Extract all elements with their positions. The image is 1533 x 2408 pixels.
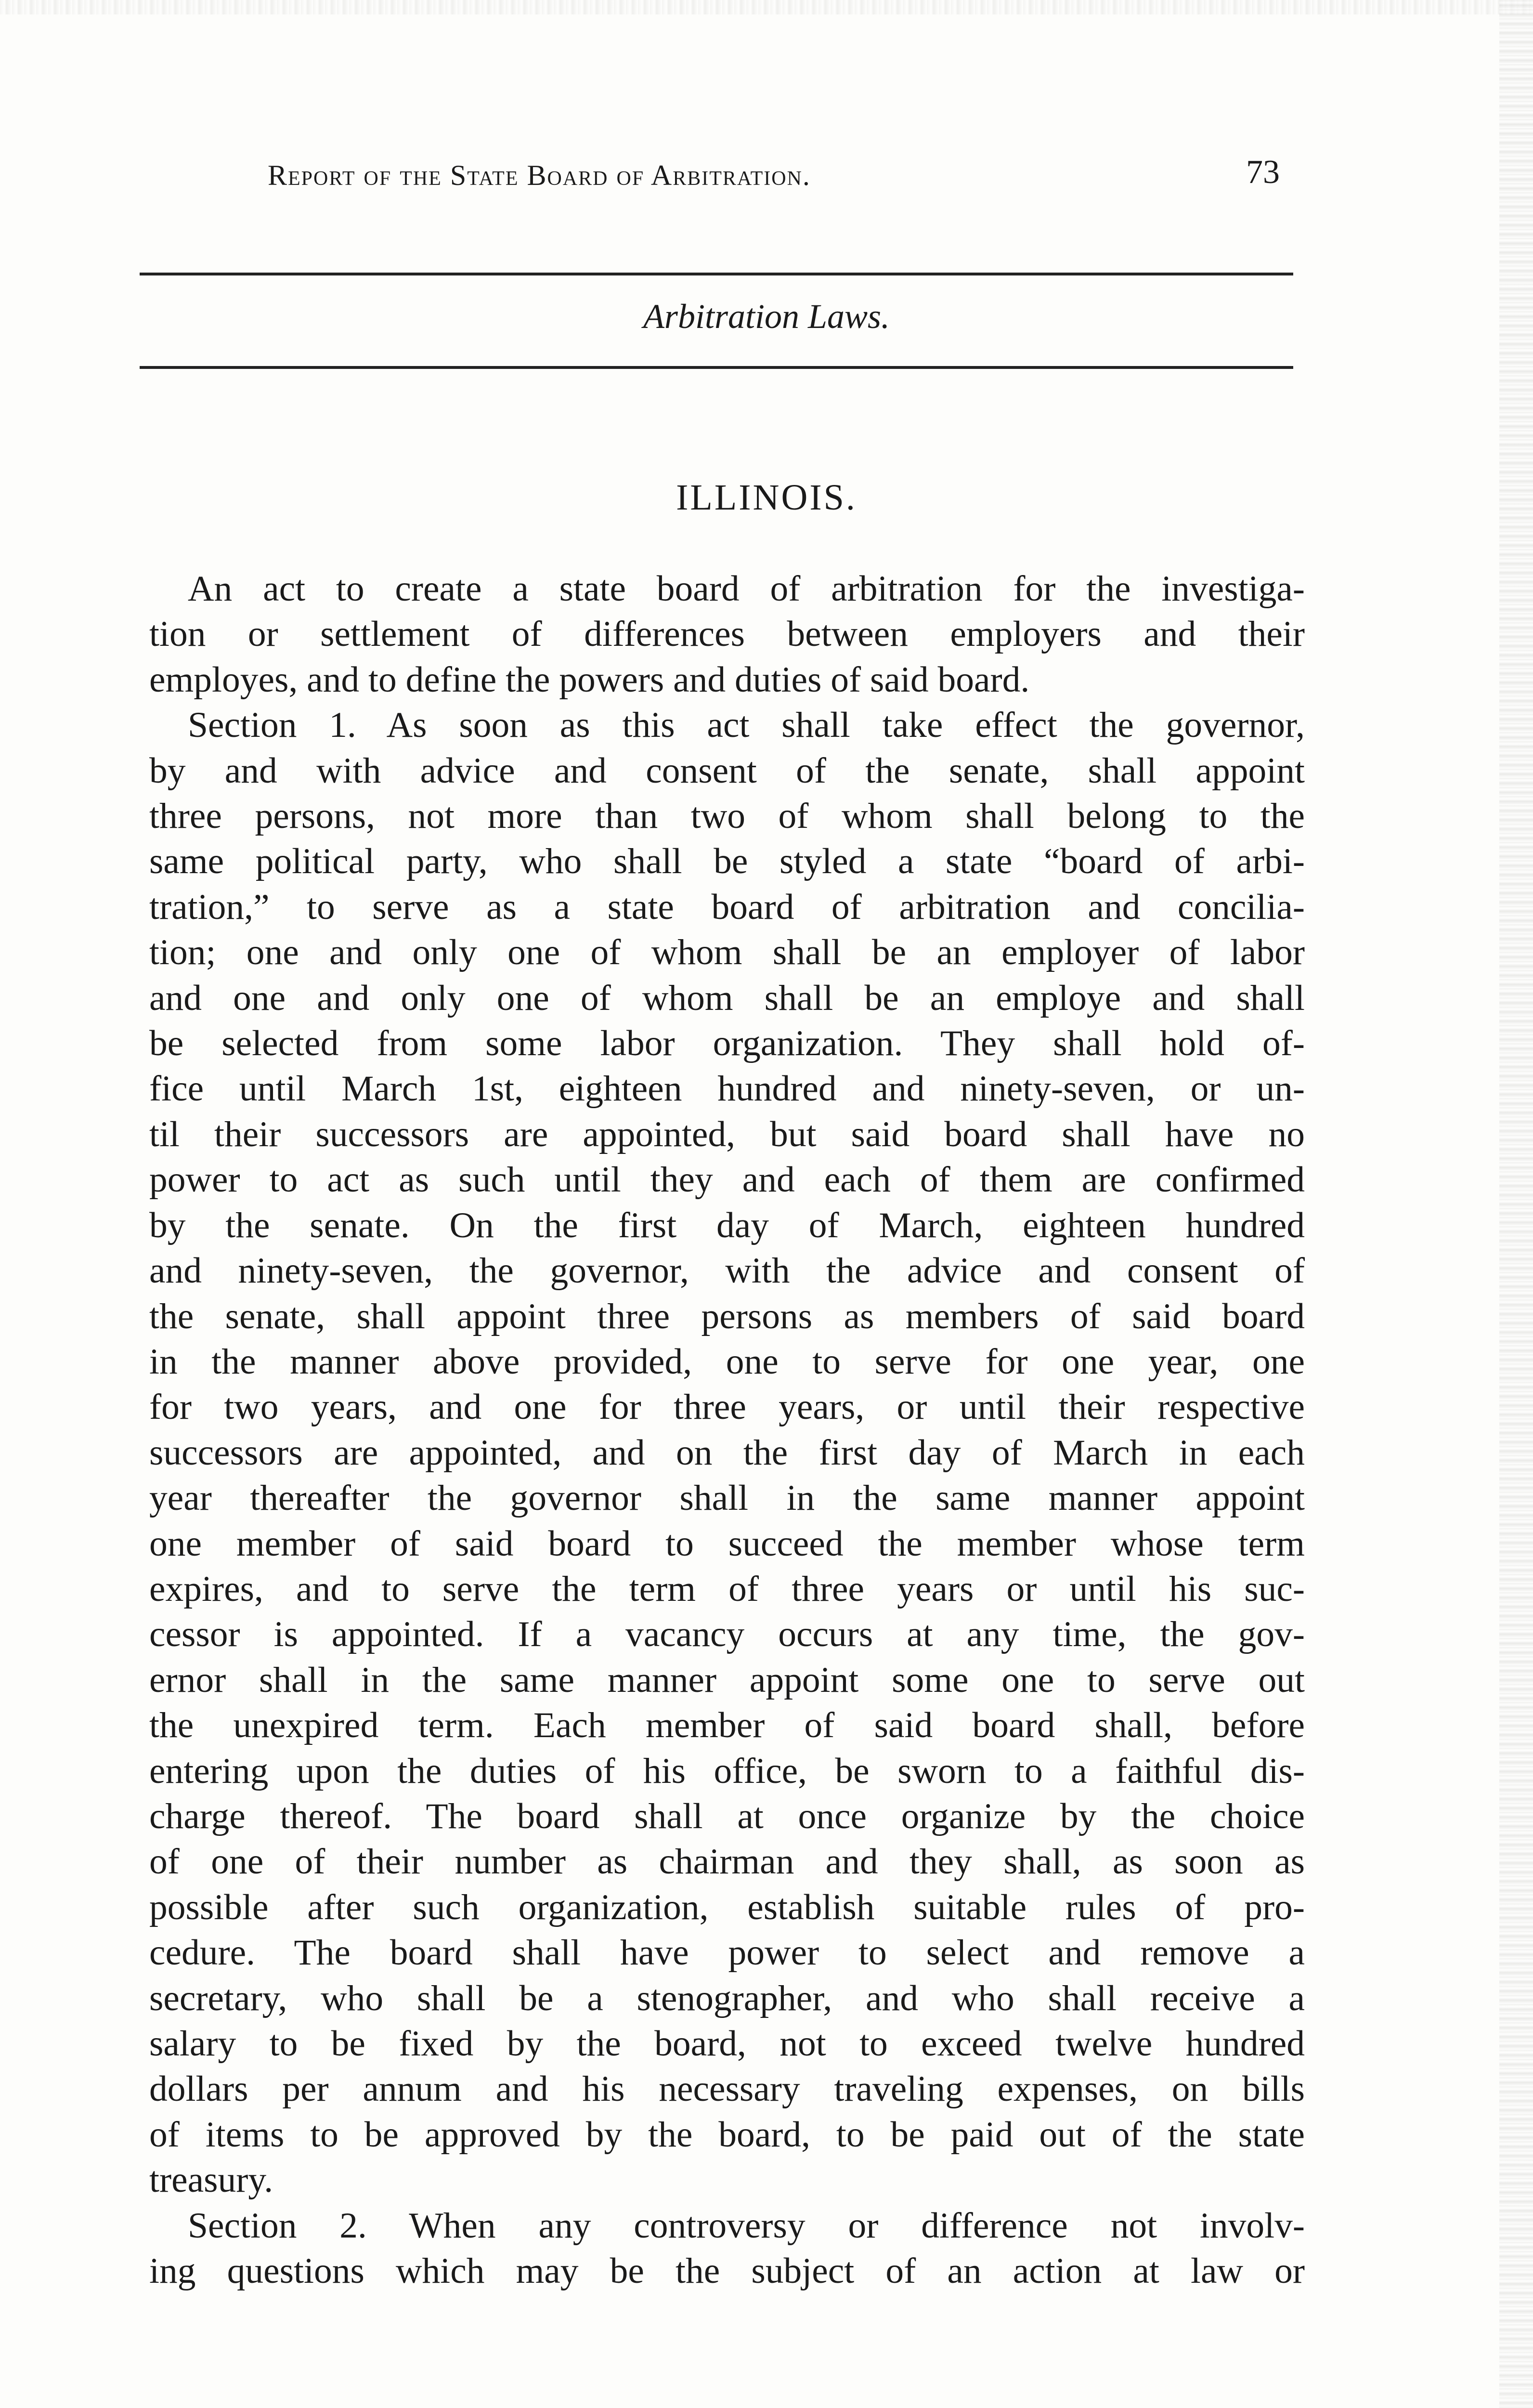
text-line: treasury. xyxy=(149,2160,273,2200)
text-line: the senate, shall appoint three persons as members of said board xyxy=(149,1296,1305,1336)
text-line: of one of their number as chairman and they shall, as soon as xyxy=(149,1842,1305,1882)
text-line: dollars per annum and his necessary traveling expenses, on bills xyxy=(149,2069,1305,2109)
text-line: and ninety-seven, the governor, with the advice and consent of xyxy=(149,1251,1305,1291)
text-line: by the senate. On the first day of March, eighteen hundred xyxy=(149,1205,1305,1245)
text-line: ernor shall in the same manner appoint some one to serve out xyxy=(149,1660,1305,1700)
text-line: one member of said board to succeed the member whose term xyxy=(149,1523,1305,1564)
text-line: by and with advice and consent of the senate, shall appoint xyxy=(149,750,1305,791)
state-title: ILLINOIS. xyxy=(676,477,857,518)
running-title: Report of the State Board of Arbitration. xyxy=(268,159,811,191)
text-line: fice until March 1st, eighteen hundred and ninety-seven, or un- xyxy=(149,1069,1305,1109)
text-line: An act to create a state board of arbitration for the investiga- xyxy=(188,569,1305,609)
text-line: tion; one and only one of whom shall be an employer of labor xyxy=(149,932,1305,973)
text-line: entering upon the duties of his office, be sworn to a faithful dis- xyxy=(149,1751,1305,1791)
text-line: three persons, not more than two of whom shall belong to the xyxy=(149,796,1305,837)
text-line: tration,” to serve as a state board of arbitration and concilia- xyxy=(149,887,1305,927)
text-line: til their successors are appointed, but said board shall have no xyxy=(149,1114,1305,1154)
text-line: and one and only one of whom shall be an employe and shall xyxy=(149,978,1305,1018)
text-line: same political party, who shall be styled a state “board of arbi- xyxy=(149,841,1305,882)
text-line: for two years, and one for three years, or until their respective xyxy=(149,1387,1305,1427)
text-line: secretary, who shall be a stenographer, and who shall receive a xyxy=(149,1978,1305,2018)
text-line: in the manner above provided, one to serve for one year, one xyxy=(149,1341,1305,1382)
text-line: successors are appointed, and on the first day of March in each xyxy=(149,1432,1305,1473)
text-line: salary to be fixed by the board, not to exceed twelve hundred xyxy=(149,2024,1305,2064)
text-line: charge thereof. The board shall at once organize by the choice xyxy=(149,1796,1305,1836)
scan-right-edge xyxy=(1499,0,1533,2408)
text-line: Section 1. As soon as this act shall take effect the governor, xyxy=(188,705,1305,746)
text-line: expires, and to serve the term of three years or until his suc- xyxy=(149,1569,1305,1609)
text-line: ing questions which may be the subject of an action at law or xyxy=(149,2251,1305,2291)
bottom-rule xyxy=(140,366,1293,369)
text-line: cedure. The board shall have power to select and remove a xyxy=(149,1933,1305,1973)
text-line: cessor is appointed. If a vacancy occurs at any time, the gov- xyxy=(149,1614,1305,1655)
body-text xyxy=(149,566,1305,2294)
text-line: possible after such organization, establish suitable rules of pro- xyxy=(149,1887,1305,1927)
page-number: 73 xyxy=(1246,154,1280,191)
top-rule xyxy=(140,273,1293,275)
section-heading: Arbitration Laws. xyxy=(643,297,890,336)
scan-top-edge xyxy=(0,0,1533,14)
text-line: the unexpired term. Each member of said board shall, before xyxy=(149,1705,1305,1746)
text-line: Section 2. When any controversy or difference not involv- xyxy=(188,2205,1305,2246)
text-line: be selected from some labor organization. They shall hold of- xyxy=(149,1023,1305,1064)
text-line: power to act as such until they and each of them are confirmed xyxy=(149,1160,1305,1200)
text-line: employes, and to define the powers and duties of said board. xyxy=(149,659,1030,700)
text-line: tion or settlement of differences between employers and their xyxy=(149,614,1305,654)
text-line: year thereafter the governor shall in the same manner appoint xyxy=(149,1478,1305,1518)
text-line: of items to be approved by the board, to be paid out of the state xyxy=(149,2114,1305,2155)
